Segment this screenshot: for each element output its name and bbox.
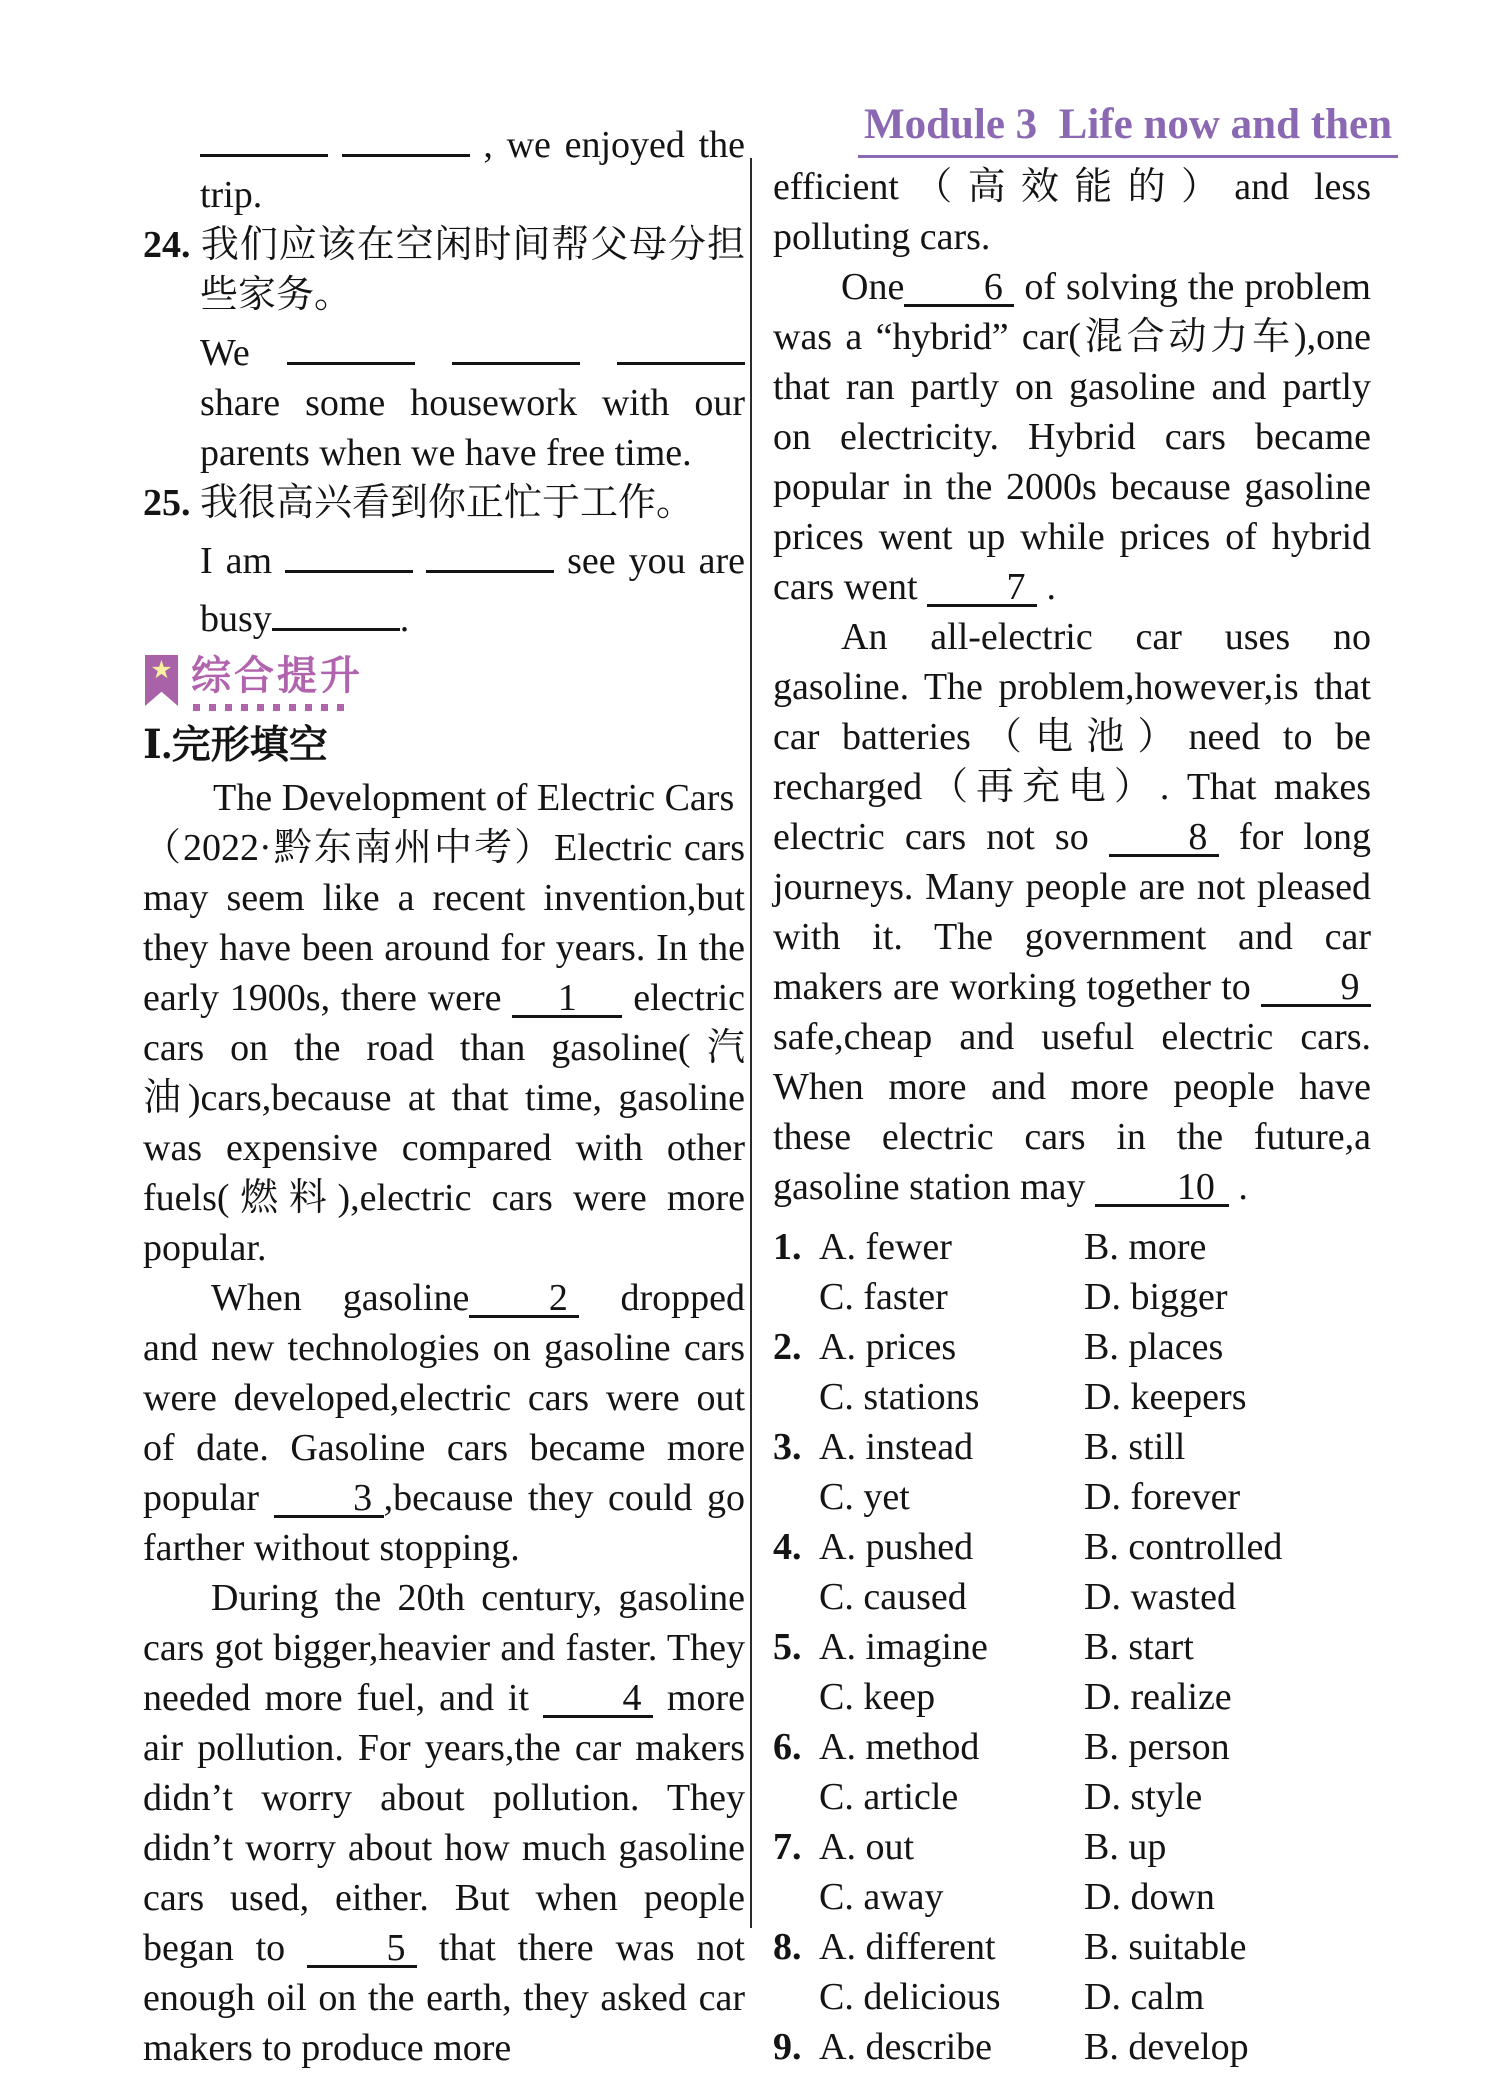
option-cell-right: B. develop [1084, 2026, 1249, 2068]
item-english-text: We share some housework with our parents when we have free time. [200, 320, 745, 478]
option-number: 2. [773, 1326, 802, 1368]
option-cell-right: D. style [1084, 1776, 1203, 1818]
numbered-blank-7: 7 [927, 562, 1037, 607]
option-cell-right: D. realize [1084, 1676, 1232, 1718]
option-number: 6. [773, 1726, 802, 1768]
cloze-paragraph-6: An all-electric car uses no gasoline. The problem,however,is that car batteries（电池）need to be recharged（再充电）. That makes electric cars not so 8 for long journeys. Many people are not pleased with it. The government and car makers are working together to 9 safe,cheap and useful electric cars. When more and more people have these electric cars in the future,a gasoline station may 10 . [773, 616, 1371, 1208]
option-cell-left: C. article [819, 1776, 959, 1818]
option-number: 8. [773, 1926, 802, 1968]
item-chinese-text: 25. 我很高兴看到你正忙于工作。 [200, 478, 745, 528]
option-number: 4. [773, 1526, 802, 1568]
badge-dotted-underline [193, 704, 345, 711]
answer-blank [452, 320, 580, 365]
option-row [773, 1572, 1371, 1622]
numbered-blank-3: 3 [274, 1473, 384, 1518]
option-number [773, 1372, 819, 1422]
left-column [143, 112, 745, 2073]
option-number [773, 1672, 819, 1722]
option-number [773, 1472, 819, 1522]
option-number [773, 1772, 819, 1822]
section-title: 完形填空 [171, 723, 328, 768]
numbered-blank-1: 1 [512, 973, 622, 1018]
cloze-paragraph-1: （2022·黔东南州中考）Electric cars may seem like a recent invention,but they have been around for years. In the early 1900s, there were 1 electric cars on the road than gasoline(汽油)cars,because at that time, gasoline was expensive compared with other fuels(燃料),electric cars were more popular. [143, 827, 745, 1269]
answer-blank [617, 320, 745, 365]
section-heading [143, 720, 745, 771]
numbered-blank-6: 6 [904, 262, 1014, 307]
option-cell-left: A. fewer [819, 1226, 952, 1268]
translation-item-23-continuation [143, 112, 745, 220]
option-number: 5. [773, 1626, 802, 1668]
translation-item-24 [143, 220, 745, 478]
column-divider [750, 158, 752, 1928]
answer-blank [287, 320, 415, 365]
option-cell-left: C. faster [819, 1276, 948, 1318]
option-cell-left: C. stations [819, 1376, 980, 1418]
option-number: 3. [773, 1426, 802, 1468]
option-cell-right: D. keepers [1084, 1376, 1247, 1418]
cloze-paragraph-5: One 6 of solving the problem was a “hybrid” car(混合动力车),one that ran partly on gasoline and partly on electricity. Hybrid cars became popular in the 2000s because gasoline prices went up while prices of hybrid cars went 7 . [773, 262, 1371, 612]
option-row [773, 1322, 1371, 1372]
numbered-blank-2: 2 [469, 1273, 579, 1318]
option-cell-left: A. instead [819, 1426, 974, 1468]
option-cell-right: D. bigger [1084, 1276, 1228, 1318]
option-row [773, 1522, 1371, 1572]
option-cell-left: C. away [819, 1876, 944, 1918]
cloze-paragraph-3: During the 20th century, gasoline cars got bigger,heavier and faster. They needed more fuel, and it 4 more air pollution. For years,the car makers didn’t worry about pollution. They didn’t worry about how much gasoline cars used, either. But when people began to 5 that there was not enough oil on the earth, they asked car makers to produce more [143, 1577, 745, 2069]
cloze-paragraph-4: efficient（高效能的）and less polluting cars. [773, 166, 1371, 258]
numbered-blank-10: 10 [1095, 1162, 1229, 1207]
option-row [773, 1622, 1371, 1672]
option-number: 9. [773, 2026, 802, 2068]
answer-blank [342, 112, 470, 157]
option-number [773, 1572, 819, 1622]
option-cell-right: B. still [1084, 1426, 1186, 1468]
option-cell-left: C. yet [819, 1476, 910, 1518]
option-row [773, 1972, 1371, 2022]
option-cell-right: B. up [1084, 1826, 1167, 1868]
option-cell-left: A. prices [819, 1326, 957, 1368]
item-number: 25. [143, 482, 191, 524]
numbered-blank-8: 8 [1109, 812, 1219, 857]
option-cell-left: C. delicious [819, 1976, 1001, 2018]
module-header-title: Module 3 Life now and then [858, 100, 1398, 158]
numbered-blank-9: 9 [1261, 962, 1371, 1007]
right-column [773, 162, 1371, 2072]
star-icon: ★ [150, 655, 173, 684]
option-cell-left: C. keep [819, 1676, 936, 1718]
option-row [773, 1272, 1371, 1322]
option-cell-right: D. calm [1084, 1976, 1205, 2018]
item-english-text: , we enjoyed the trip. [200, 124, 746, 216]
cloze-paragraph-2: When gasoline 2 dropped and new technologies on gasoline cars were developed,electric cars were out of date. Gasoline cars became more popular 3 ,because they could go farther without stopping. [143, 1273, 745, 1573]
option-row [773, 1422, 1371, 1472]
option-cell-right: D. forever [1084, 1476, 1241, 1518]
option-cell-right: B. start [1084, 1626, 1194, 1668]
option-cell-right: D. wasted [1084, 1576, 1236, 1618]
option-cell-left: A. imagine [819, 1626, 988, 1668]
option-number [773, 1872, 819, 1922]
option-row [773, 1822, 1371, 1872]
numbered-blank-4: 4 [543, 1673, 653, 1718]
option-row [773, 1772, 1371, 1822]
cloze-title: The Development of Electric Cars [213, 777, 735, 819]
option-row [773, 1372, 1371, 1422]
option-cell-left: A. describe [819, 2026, 993, 2068]
option-number: 7. [773, 1826, 802, 1868]
option-cell-right: B. suitable [1084, 1926, 1247, 1968]
option-row [773, 1722, 1371, 1772]
option-cell-right: D. down [1084, 1876, 1215, 1918]
option-cell-right: B. person [1084, 1726, 1230, 1768]
numbered-blank-5: 5 [307, 1923, 417, 1968]
option-cell-right: B. places [1084, 1326, 1224, 1368]
badge-label: 综合提升 [191, 653, 363, 699]
option-cell-left: A. out [819, 1826, 914, 1868]
option-row [773, 1922, 1371, 1972]
comprehensive-improvement-badge [145, 652, 745, 714]
option-row [773, 2022, 1371, 2072]
option-cell-right: B. more [1084, 1226, 1207, 1268]
answer-blank [200, 112, 328, 157]
answer-blank [285, 528, 413, 573]
option-cell-left: A. method [819, 1726, 980, 1768]
option-number [773, 1972, 819, 2022]
translation-item-25 [143, 478, 745, 644]
option-cell-left: A. different [819, 1926, 996, 1968]
option-cell-left: C. caused [819, 1576, 967, 1618]
option-number [773, 1272, 819, 1322]
answer-blank [426, 528, 554, 573]
item-number: 24. [143, 224, 191, 266]
options-list [773, 1222, 1371, 2072]
section-roman-numeral: Ⅰ. [143, 722, 172, 767]
option-row [773, 1872, 1371, 1922]
option-row [773, 1672, 1371, 1722]
option-row [773, 1222, 1371, 1272]
option-cell-right: B. controlled [1084, 1526, 1283, 1568]
option-row [773, 1472, 1371, 1522]
answer-blank [272, 586, 400, 631]
item-chinese-text: 24. 我们应该在空闲时间帮父母分担些家务。 [200, 220, 745, 320]
item-english-text: I am see you are busy . [200, 528, 745, 644]
option-cell-left: A. pushed [819, 1526, 974, 1568]
option-number: 1. [773, 1226, 802, 1268]
